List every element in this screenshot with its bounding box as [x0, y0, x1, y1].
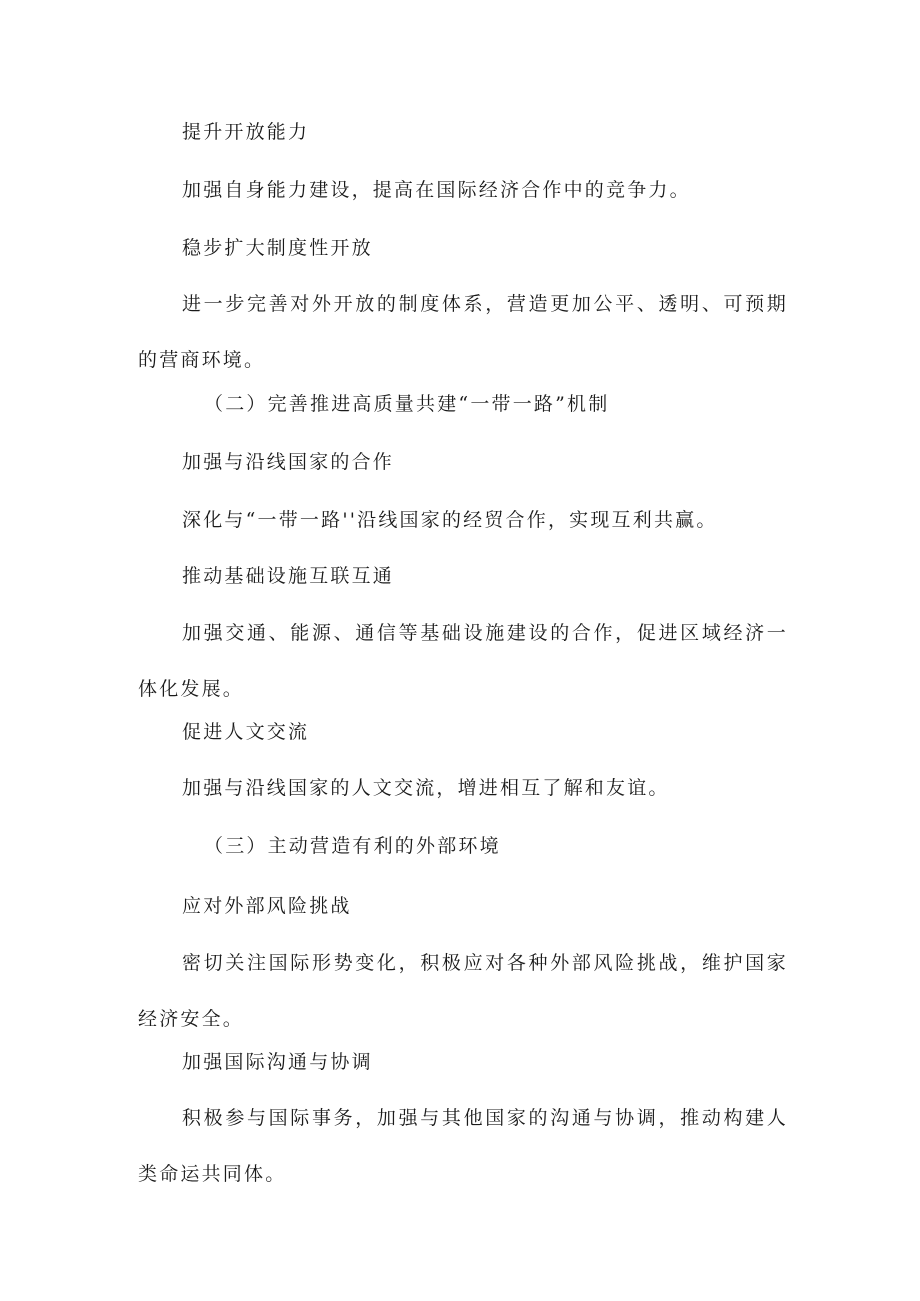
subheading-external-risks: 应对外部风险挑战 [182, 895, 352, 917]
subheading-cooperation: 加强与沿线国家的合作 [182, 451, 395, 473]
paragraph-cultural-exchange: 加强与沿线国家的人文交流，增进相互了解和友谊。 [182, 777, 670, 799]
paragraph-capacity-building: 加强自身能力建设，提高在国际经济合作中的竞争力。 [182, 179, 691, 201]
subheading-enhance-opening: 提升开放能力 [182, 121, 310, 143]
paragraph-business-environment: 进一步完善对外开放的制度体系，营造更加公平、透明、可预期的营商环境。 [138, 293, 788, 371]
subheading-cultural-exchange: 促进人文交流 [182, 721, 310, 743]
subheading-institutional-opening: 稳步扩大制度性开放 [182, 237, 373, 259]
section-heading-external-environment: （三）主动营造有利的外部环境 [204, 835, 501, 857]
paragraph-international-coordination: 积极参与国际事务，加强与其他国家的沟通与协调，推动构建人类命运共同体。 [138, 1107, 788, 1185]
paragraph-external-risks: 密切关注国际形势变化，积极应对各种外部风险挑战，维护国家经济安全。 [138, 952, 788, 1030]
subheading-international-coordination: 加强国际沟通与协调 [182, 1051, 373, 1073]
subheading-infrastructure: 推动基础设施互联互通 [182, 565, 395, 587]
paragraph-trade-cooperation: 深化与“一带一路''沿线国家的经贸合作，实现互利共赢。 [182, 509, 718, 531]
paragraph-infrastructure: 加强交通、能源、通信等基础设施建设的合作，促进区域经济一体化发展。 [138, 622, 788, 700]
section-heading-belt-road: （二）完善推进高质量共建“一带一路”机制 [204, 393, 610, 415]
